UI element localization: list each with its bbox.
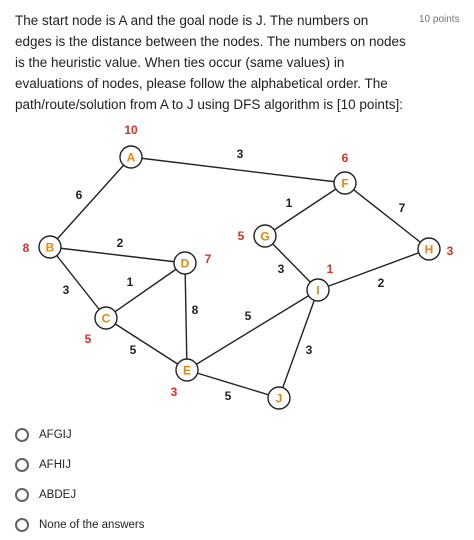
node-letter: J [275,391,283,406]
radio-button[interactable] [15,518,29,532]
heuristic-label: 6 [341,151,349,165]
edge-weight-label: 5 [244,309,252,323]
option-label: AFHIJ [39,459,71,471]
node-letter: G [260,229,270,244]
edge-weight-label: 2 [116,236,124,250]
answer-options [15,420,144,540]
edge-weight-label: 1 [126,275,134,289]
heuristic-label: 5 [237,229,245,243]
radio-button[interactable] [15,488,29,502]
node-letter: A [126,150,136,165]
edge-b-c [50,247,106,318]
node-letter: D [180,256,190,271]
edge-weight-label: 5 [224,389,232,403]
radio-button[interactable] [15,458,29,472]
edge-c-d [106,263,185,318]
node-letter: E [182,363,192,378]
edge-weight-label: 3 [305,343,313,357]
heuristic-label: 10 [124,123,138,137]
edge-weight-label: 8 [191,303,199,317]
edge-f-h [345,183,429,249]
option-label: ABDEJ [39,489,77,501]
edge-weight-label: 3 [277,262,285,276]
option-afhij[interactable] [15,450,144,480]
edge-i-e [187,290,318,370]
edge-weight-label: 5 [129,343,137,357]
edge-e-j [187,370,279,398]
node-letter: I [316,283,320,298]
node-letter: H [424,242,434,257]
edge-weight-label: 3 [62,283,70,297]
edge-weight-label: 6 [75,188,83,202]
option-label: None of the answers [39,519,145,531]
edge-a-b [50,157,131,247]
edge-weight-label: 7 [398,201,406,215]
edge-f-g [265,183,345,236]
node-letter: C [101,311,111,326]
node-letter: B [45,240,55,255]
edge-weight-label: 2 [377,276,385,290]
option-label: AFGIJ [39,429,72,441]
heuristic-label: 7 [204,252,212,266]
radio-button[interactable] [15,428,29,442]
heuristic-label: 5 [84,332,92,346]
edge-d-e [185,263,187,370]
heuristic-label: 1 [326,262,334,276]
heuristic-label: 3 [170,385,178,399]
option-abdej[interactable] [15,480,144,510]
points-label: 10 points [419,14,460,25]
option-none[interactable] [15,510,144,540]
edge-weight-label: 3 [236,147,244,161]
edge-h-i [318,249,429,290]
node-letter: F [341,176,349,191]
question-text: The start node is A and the goal node is J. The numbers on edges is the distance between the nodes. The numbers on nodes is the heuristic value. When ties occur (same values) in evaluations of nodes, please follow the alphabetical order. The path/route/solution from A to J using DFS algorithm is [10 points]: [15,13,406,112]
edge-weight-label: 1 [285,196,293,210]
edge-c-e [106,318,187,370]
option-afgij[interactable] [15,420,144,450]
heuristic-label: 8 [22,241,30,255]
heuristic-label: 3 [446,244,454,258]
